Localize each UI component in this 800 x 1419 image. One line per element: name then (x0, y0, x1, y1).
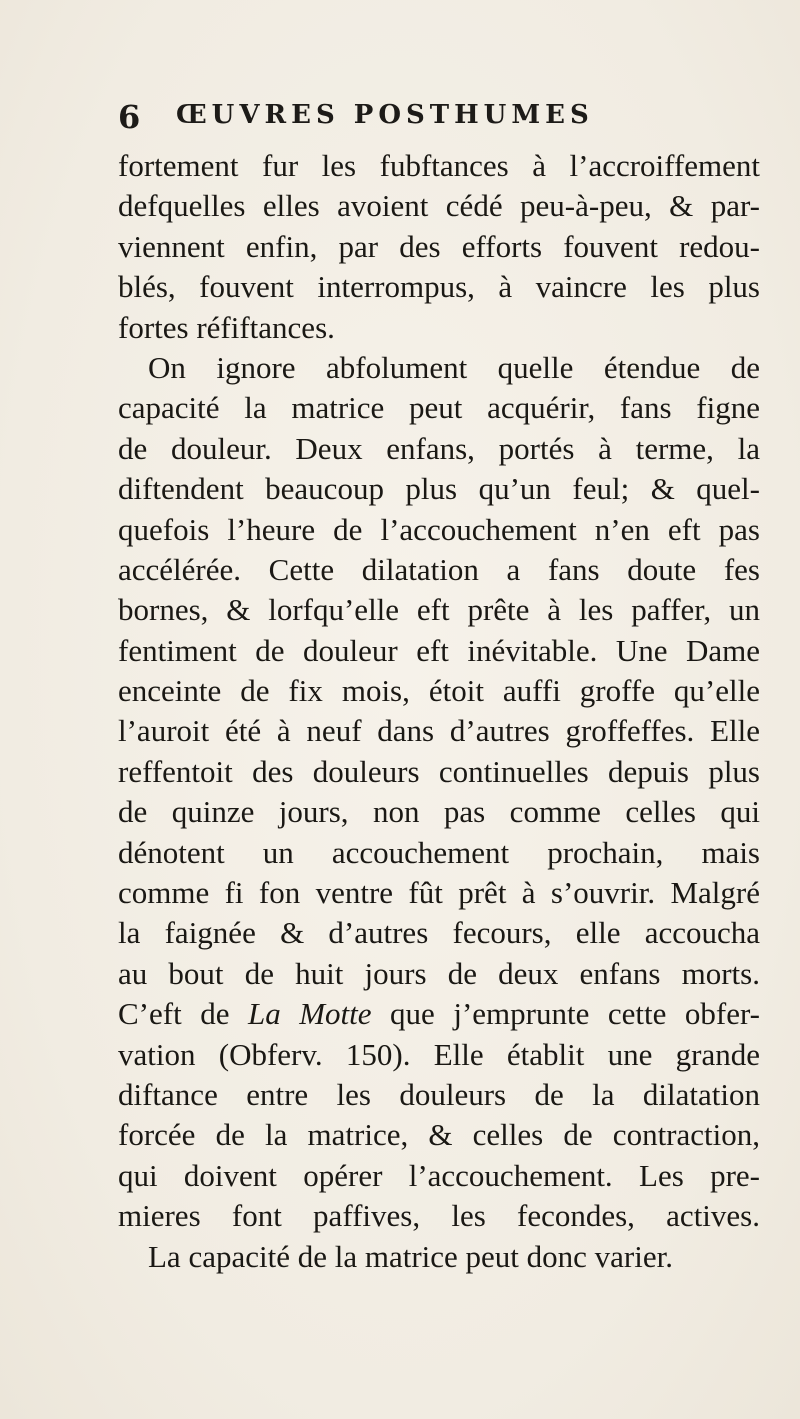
body-text (118, 146, 760, 1277)
page-header (118, 98, 758, 142)
text-line: la faignée & d’autres fecours, elle accoucha (118, 915, 760, 951)
text-line: qui doivent opérer l’accouchement. Les pre- (118, 1157, 760, 1193)
text-line: viennent enfin, par des efforts fouvent redou- (118, 228, 760, 264)
text-segment: que j’emprunte cette obfer- (371, 996, 760, 1032)
text-line: fortes réfiftances. (118, 309, 335, 345)
text-line: reffentoit des douleurs continuelles depuis plus (118, 753, 760, 789)
text-line: au bout de huit jours de deux enfans morts. (118, 955, 760, 991)
text-line: mieres font paffives, les fecondes, actives. (118, 1198, 760, 1234)
text-line: blés, fouvent interrompus, à vaincre les plus (118, 269, 760, 305)
text-line: capacité la matrice peut acquérir, fans figne (118, 390, 760, 426)
text-line: accélérée. Cette dilatation a fans doute fes (118, 551, 760, 587)
text-line: diftance entre les douleurs de la dilatation (118, 1076, 760, 1112)
text-line: fentiment de douleur eft inévitable. Une Dame (118, 632, 760, 668)
text-line: fortement fur les fubftances à l’accroiffement (118, 148, 760, 183)
running-head: ŒUVRES POSTHUMES (176, 100, 594, 130)
text-line: dénotent un accouchement prochain, mais (118, 834, 760, 870)
text-line: de quinze jours, non pas comme celles qui (118, 794, 760, 830)
paragraph-first-line: On ignore abfolument quelle étendue de (148, 349, 760, 385)
text-line: bornes, & lorfqu’elle eft prête à les paffer, un (118, 592, 760, 628)
text-segment: C’eft de (118, 996, 248, 1032)
italic-author-name: La Motte (247, 996, 372, 1032)
text-line-with-italic (118, 994, 760, 1034)
text-line: de douleur. Deux enfans, portés à terme, la (118, 430, 760, 466)
text-line: comme fi fon ventre fût prêt à s’ouvrir. Malgré (118, 875, 760, 911)
text-line: forcée de la matrice, & celles de contraction, (118, 1117, 760, 1153)
text-line: quefois l’heure de l’accouchement n’en eft pas (118, 511, 760, 547)
text-line: diftendent beaucoup plus qu’un feul; & quel- (118, 471, 760, 507)
page-number: 6 (118, 98, 141, 136)
text-line: vation (Obferv. 150). Elle établit une grande (118, 1036, 760, 1072)
text-line: enceinte de fix mois, étoit auffi groffe qu’elle (118, 673, 760, 709)
paragraph-first-line: La capacité de la matrice peut donc varier. (148, 1238, 673, 1274)
text-line: defquelles elles avoient cédé peu-à-peu, & par- (118, 188, 760, 224)
text-line: l’auroit été à neuf dans d’autres groffeffes. Elle (118, 713, 760, 749)
